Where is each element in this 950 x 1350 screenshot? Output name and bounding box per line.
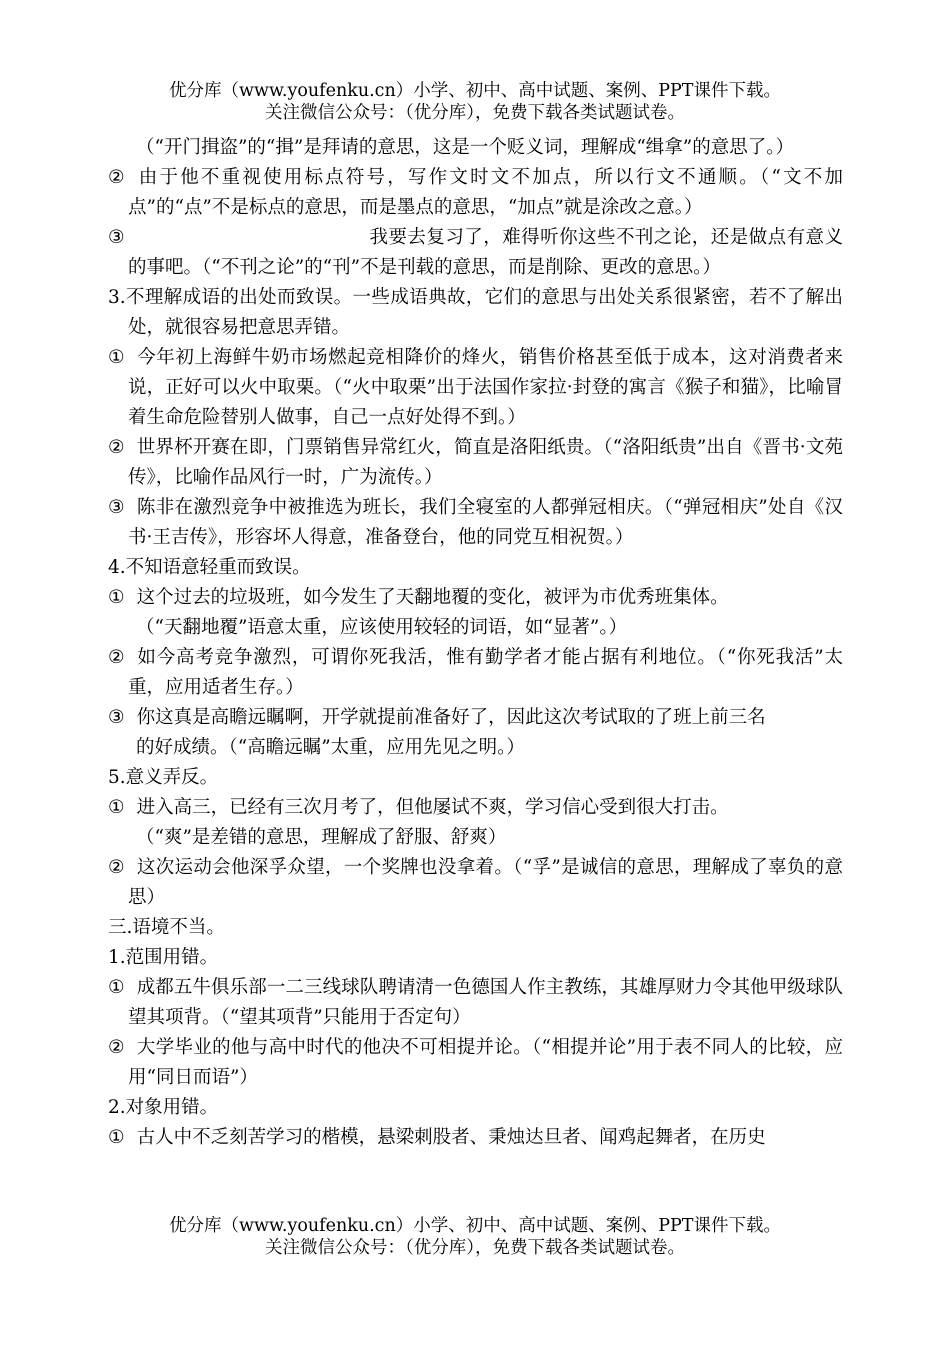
item-text: 成都五牛俱乐部一二三线球队聘请清一色德国人作主教练，其雄厚财力令其他甲级球队望其项背。（“望其项背”只能用于否定句） — [128, 977, 843, 1028]
item-text: 进入高三，已经有三次月考了，但他屡试不爽，学习信心受到很大打击。 — [136, 797, 729, 818]
item-number: ① — [108, 977, 125, 998]
item-number: ① — [108, 587, 125, 608]
section-heading: 5.意义弄反。 — [108, 767, 219, 788]
list-item — [108, 1123, 843, 1153]
footer-line-1: 优分库（www.youfenku.cn）小学、初中、高中试题、案例、PPT课件下载。 — [169, 1216, 781, 1236]
footer-line-2: 关注微信公众号：（优分库），免费下载各类试题试卷。 — [265, 1238, 685, 1258]
section-heading: 2.对象用错。 — [108, 1097, 219, 1118]
header-line-1: 优分库（www.youfenku.cn）小学、初中、高中试题、案例、PPT课件下载。 — [169, 81, 781, 101]
item-continuation: （“爽”是差错的意思，理解成了舒服、舒爽） — [136, 827, 507, 848]
paragraph-explanation: （“开门揖盗”的“揖”是拜请的意思，这是一个贬义词，理解成“缉拿”的意思了。） — [136, 137, 794, 158]
item-number: ② — [108, 857, 125, 878]
item-text: 这个过去的垃圾班，如今发生了天翻地覆的变化，被评为市优秀班集体。 — [136, 587, 729, 608]
section-heading: 三.语境不当。 — [108, 917, 225, 938]
list-item — [108, 163, 843, 223]
item-text: 我要去复习了，难得听你这些不刊之论，还是做点有意义的事吧。（“不刊之论”的“刊”不是刊载的意思，而是削除、更改的意思。） — [128, 227, 843, 278]
item-continuation: （“天翻地覆”语意太重，应该使用较轻的词语，如“显著”。） — [136, 617, 628, 638]
section-heading: 3.不理解成语的出处而致误。一些成语典故，它们的意思与出处关系很紧密，若不了解出处，就很容易把意思弄错。 — [108, 287, 843, 338]
item-text: 陈非在激烈竞争中被推选为班长，我们全寝室的人都弹冠相庆。（“弹冠相庆”处自《汉书·王吉传》，形容坏人得意，准备登台，他的同党互相祝贺。） — [128, 497, 843, 548]
list-item — [108, 223, 843, 283]
item-text: 大学毕业的他与高中时代的他决不可相提并论。（“相提并论”用于表不同人的比较，应用“同日而语”） — [128, 1037, 843, 1088]
item-text: 世界杯开赛在即，门票销售异常红火，简直是洛阳纸贵。（“洛阳纸贵”出自《晋书·文苑传》，比喻作品风行一时，广为流传。） — [128, 437, 843, 488]
list-item — [108, 493, 843, 553]
list-item — [108, 793, 843, 823]
item-number: ② — [108, 167, 127, 188]
item-number: ② — [108, 647, 126, 668]
item-text: 古人中不乏刻苦学习的楷模，悬梁刺股者、秉烛达旦者、闻鸡起舞者，在历史 — [136, 1127, 766, 1148]
item-text: 如今高考竞争激烈，可谓你死我活，惟有勤学者才能占据有利地位。（“你死我活”太重，应用适者生存。） — [128, 647, 844, 698]
item-number: ③ — [108, 227, 126, 248]
item-number: ③ — [108, 707, 125, 728]
item-number: ① — [108, 797, 125, 818]
list-item — [108, 1033, 843, 1093]
item-number: ② — [108, 437, 125, 458]
list-item — [108, 643, 843, 703]
section-heading: 4.不知语意轻重而致误。 — [108, 557, 311, 578]
list-item — [108, 583, 843, 613]
item-number: ① — [108, 1127, 125, 1148]
item-number: ② — [108, 1037, 125, 1058]
item-text: 由于他不重视使用标点符号，写作文时文不加点，所以行文不通顺。（“文不加点”的“点”不是标点的意思，而是墨点的意思，“加点”就是涂改之意。） — [128, 167, 843, 218]
item-number: ③ — [108, 497, 125, 518]
item-text: 这次运动会他深孚众望，一个奖牌也没拿着。（“孚”是诚信的意思，理解成了辜负的意思） — [128, 857, 843, 908]
list-item — [108, 703, 843, 733]
header-line-2: 关注微信公众号：（优分库），免费下载各类试题试卷。 — [265, 103, 685, 123]
item-text: 你这真是高瞻远瞩啊，开学就提前准备好了，因此这次考试取的了班上前三名 — [136, 707, 766, 728]
list-item — [108, 973, 843, 1033]
item-number: ① — [108, 347, 126, 368]
item-text: 今年初上海鲜牛奶市场燃起竞相降价的烽火，销售价格甚至低于成本，这对消费者来说，正好可以火中取栗。（“火中取栗”出于法国作家拉·封登的寓言《猴子和猫》，比喻冒着生命危险替别人做事，自己一点好处得不到。） — [128, 347, 843, 428]
list-item — [108, 853, 843, 913]
list-item — [108, 433, 843, 493]
list-item — [108, 343, 843, 433]
section-heading: 1.范围用错。 — [108, 947, 219, 968]
document-body — [108, 133, 843, 1153]
item-continuation: 的好成绩。（“高瞻远瞩”太重，应用先见之明。） — [136, 737, 525, 758]
